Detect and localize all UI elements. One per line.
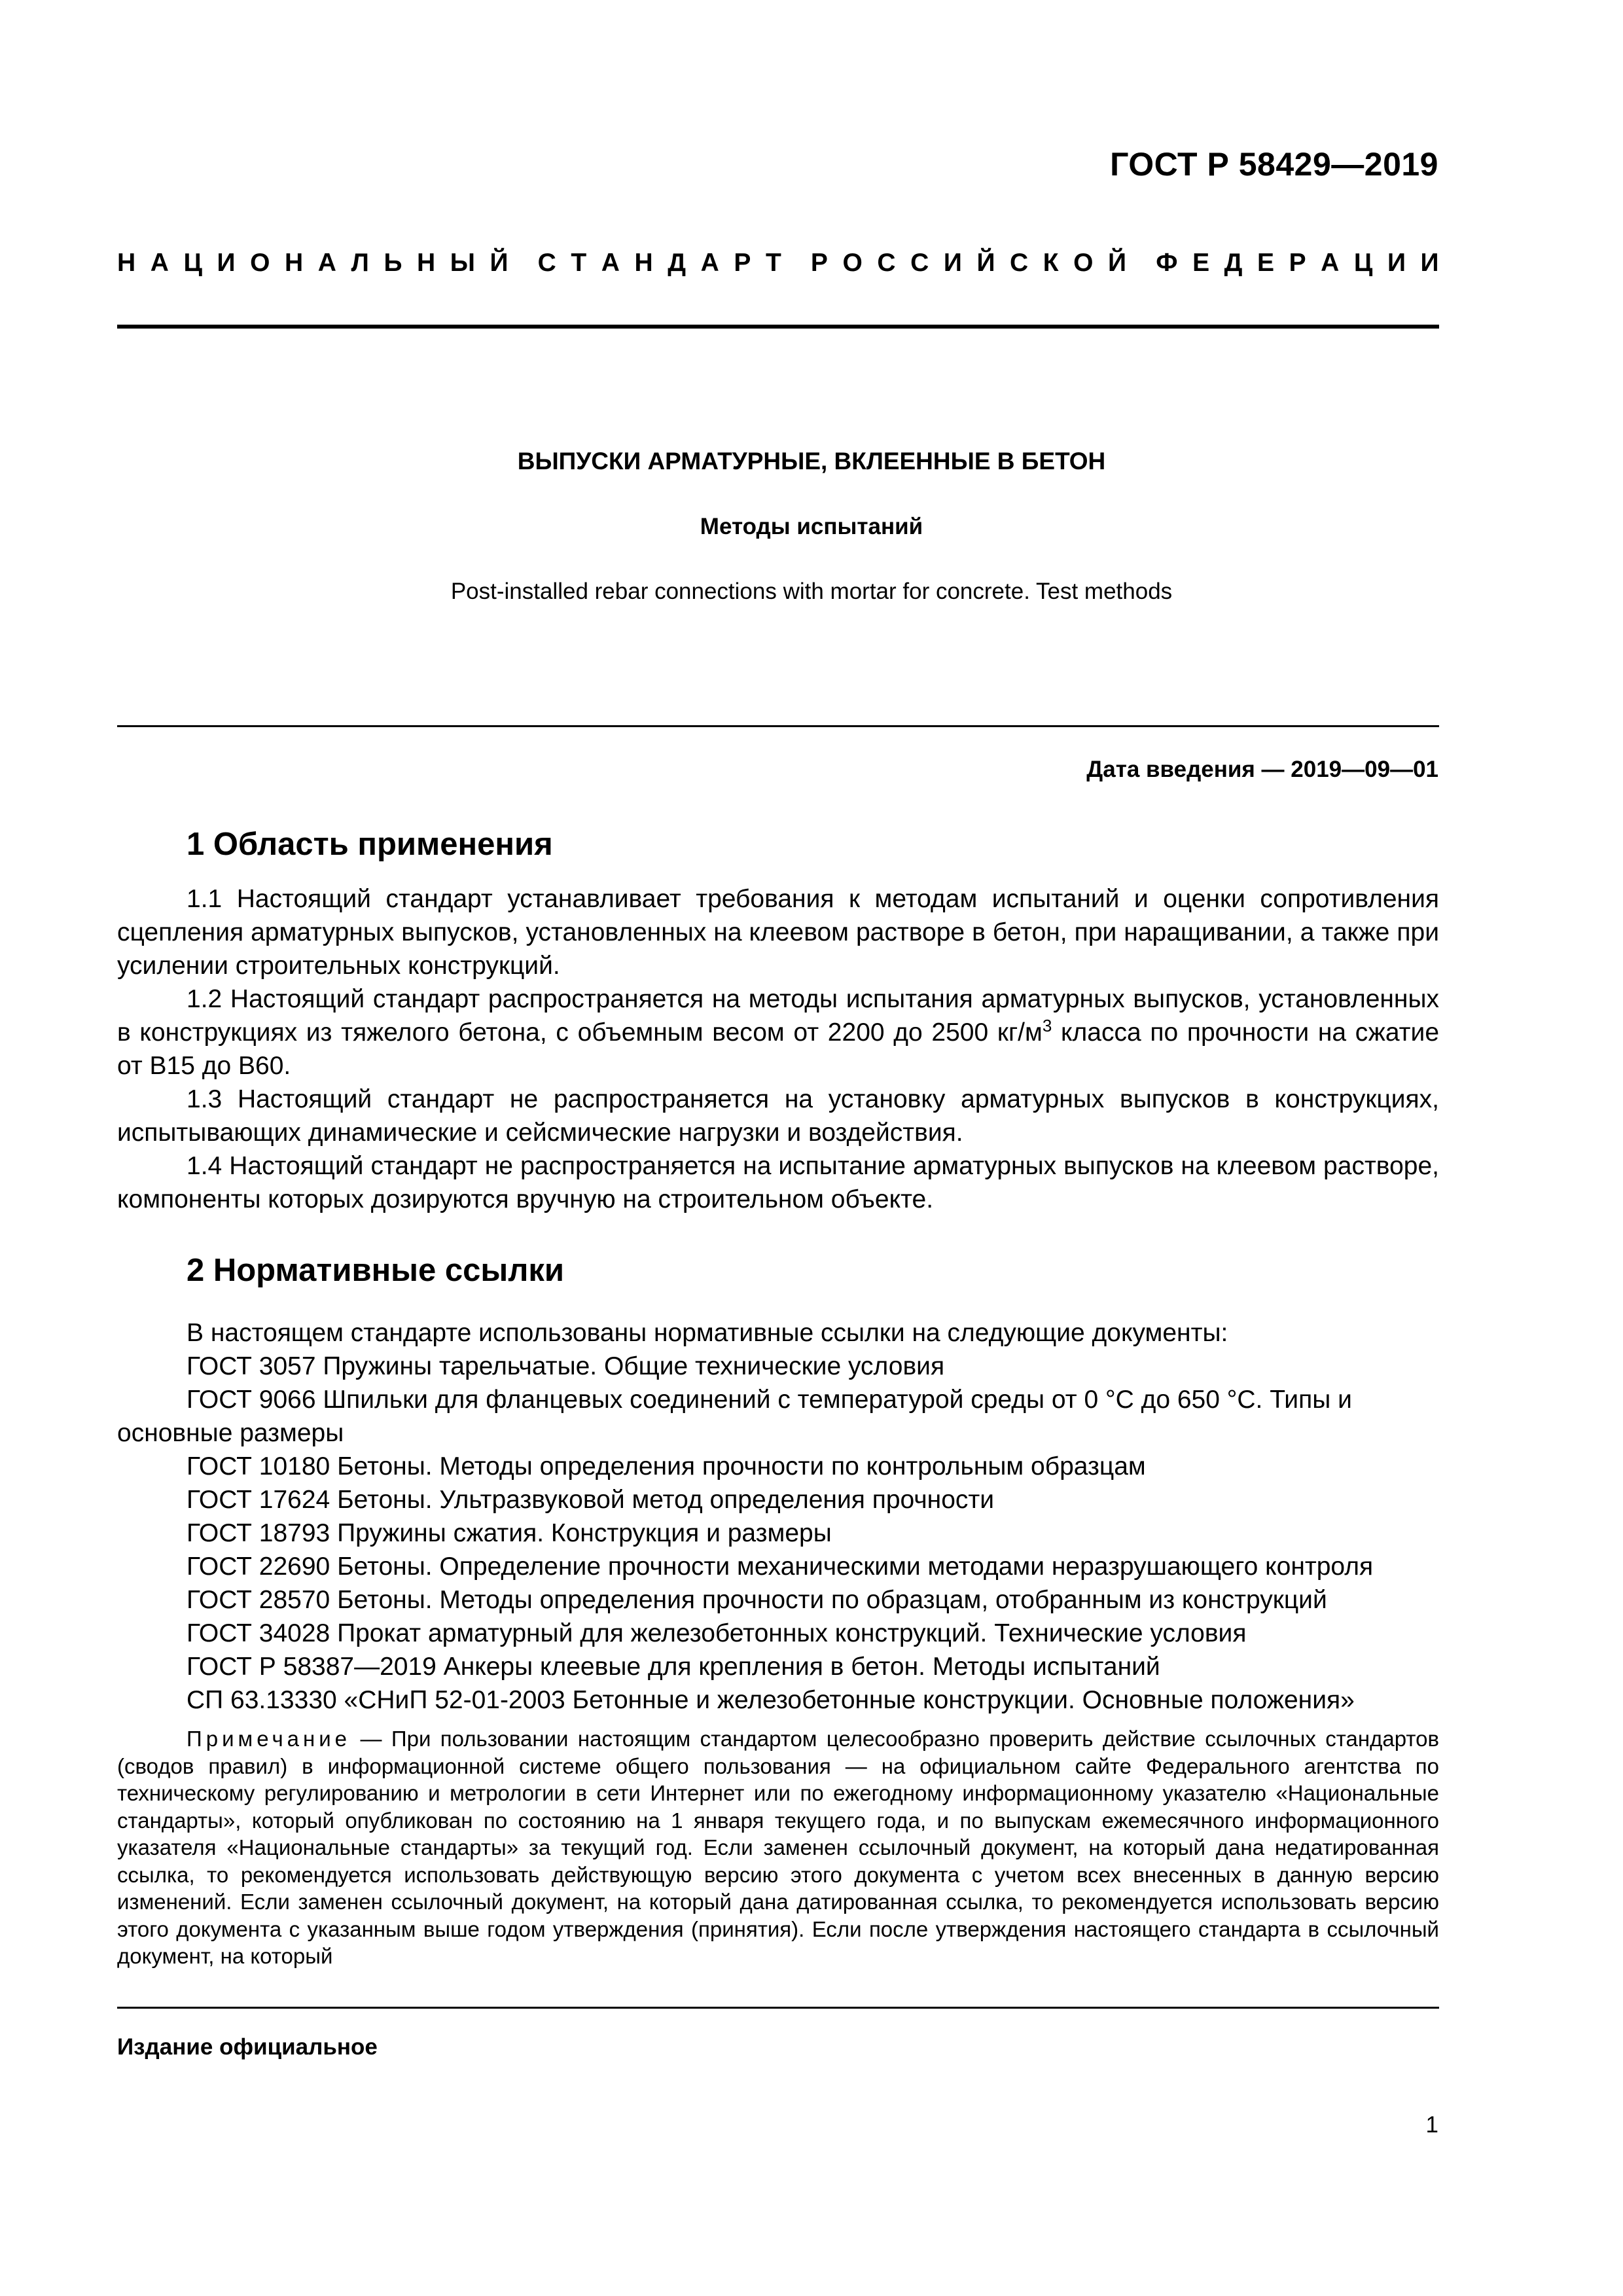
- reference-item: ГОСТ 22690 Бетоны. Определение прочности механическими методами неразрушающего контроля: [187, 1552, 1374, 1581]
- introduction-date: Дата введения — 2019—09—01: [1086, 757, 1438, 782]
- reference-item: ГОСТ 18793 Пружины сжатия. Конструкция и размеры: [187, 1519, 832, 1547]
- reference-item: ГОСТ 17624 Бетоны. Ультразвуковой метод определения прочности: [187, 1486, 995, 1514]
- note-text: — При пользовании настоящим стандартом целесообразно проверить действие ссылочных стандартов (сводов правил) в информационной системе общего пользования — на официальном сайте Федерального агентства по техническому регулированию и метрологии в сети Интернет или по ежегодному информационному указателю «Национальные стандарты», который опубликован по состоянию на 1 января текущего года, и по выпускам ежемесячного информационного указателя «Национальные стандарты» за текущий год. Если заменен ссылочный документ, на который дана недатированная ссылка, то рекомендуется использовать действующую версию этого документа с учетом всех внесенных в данную версию изменений. Если заменен ссылочный документ, на который дана датированная ссылка, то рекомендуется использовать версию этого документа с указанным выше годом утверждения (принятия). Если после утверждения настоящего стандарта в ссылочный документ, на который: [117, 1727, 1439, 1968]
- normative-references: [117, 1316, 1439, 1717]
- paragraph-1-1: 1.1 Настоящий стандарт устанавливает требования к методам испытаний и оценки сопротивления сцепления арматурных выпусков, установленных на клеевом растворе в бетон, при наращивании, а также при усилении строительных конструкций.: [117, 885, 1439, 980]
- document-number: ГОСТ Р 58429—2019: [1110, 146, 1438, 183]
- document-title: ВЫПУСКИ АРМАТУРНЫЕ, ВКЛЕЕННЫЕ В БЕТОН: [517, 448, 1106, 475]
- reference-item: СП 63.13330 «СНиП 52-01-2003 Бетонные и железобетонные конструкции. Основные положения»: [187, 1686, 1355, 1714]
- reference-item: ГОСТ 10180 Бетоны. Методы определения прочности по контрольным образцам: [187, 1452, 1146, 1480]
- reference-item: ГОСТ 28570 Бетоны. Методы определения прочности по образцам, отобранным из конструкций: [187, 1586, 1327, 1614]
- references-intro: В настоящем стандарте использованы нормативные ссылки на следующие документы:: [187, 1319, 1228, 1347]
- reference-item: ГОСТ 3057 Пружины тарельчатые. Общие технические условия: [187, 1352, 945, 1380]
- reference-item: ГОСТ 34028 Прокат арматурный для железобетонных конструкций. Технические условия: [187, 1619, 1247, 1647]
- section-1-body: [117, 882, 1439, 1216]
- document-subtitle: Методы испытаний: [700, 514, 923, 539]
- section-2-heading: 2 Нормативные ссылки: [187, 1253, 564, 1288]
- paragraph-1-4: 1.4 Настоящий стандарт не распространяется на испытание арматурных выпусков на клеевом растворе, компоненты которых дозируются вручную на строительном объекте.: [117, 1152, 1439, 1213]
- header-divider: [117, 325, 1439, 329]
- paragraph-1-2: 1.2 Настоящий стандарт распространяется на методы испытания арматурных выпусков, установленных в конструкциях из тяжелого бетона, с объемным весом от 2200 до 2500 $кг/м^3$ класса по прочности на сжатие от В15 до В60.: [117, 985, 1440, 1080]
- section-1-heading: 1 Область применения: [187, 827, 553, 862]
- reference-item: ГОСТ Р 58387—2019 Анкеры клеевые для крепления в бетон. Методы испытаний: [187, 1653, 1160, 1681]
- english-title: Post-installed rebar connections with mortar for concrete. Test methods: [450, 579, 1173, 604]
- paragraph-1-3: 1.3 Настоящий стандарт не распространяется на установку арматурных выпусков в конструкциях, испытывающих динамические и сейсмические нагрузки и воздействия.: [117, 1085, 1439, 1147]
- title-divider: [117, 725, 1439, 727]
- official-edition-label: Издание официальное: [117, 2034, 378, 2060]
- page-number: 1: [1425, 2112, 1438, 2138]
- reference-item: ГОСТ 9066 Шпильки для фланцевых соединений с температурой среды от 0 °С до 650 °С. Типы и основные размеры: [117, 1386, 1352, 1447]
- note-label: Примечание: [187, 1727, 351, 1751]
- national-standard-title: Н А Ц И О Н А Л Ь Н Ы Й С Т А Н Д А Р Т Р О С С И Й С К О Й Ф Е Д Е Р А Ц И И: [117, 249, 1439, 277]
- note-paragraph: [117, 1725, 1439, 1970]
- footer-divider: [117, 2007, 1439, 2009]
